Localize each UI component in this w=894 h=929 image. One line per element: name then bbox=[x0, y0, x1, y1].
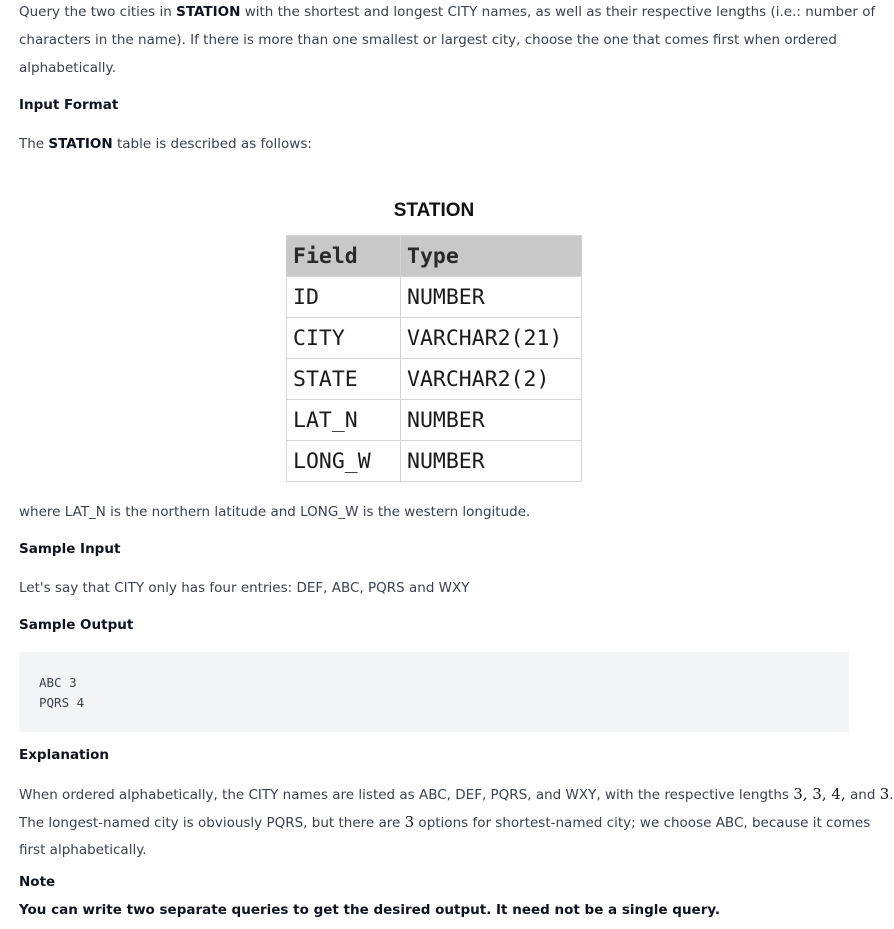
sample-output-heading: Sample Output bbox=[19, 617, 134, 633]
explanation-text: . bbox=[889, 787, 894, 803]
type-cell: VARCHAR2(21) bbox=[401, 318, 582, 359]
type-cell: VARCHAR2(2) bbox=[401, 359, 582, 400]
intro-text: with the shortest and longest CITY names, as well as their respective lengths (i.e.: number of bbox=[240, 4, 876, 20]
input-format-description bbox=[19, 130, 312, 158]
sample-input-text: Let's say that CITY only has four entries: DEF, ABC, PQRS and WXY bbox=[19, 580, 470, 596]
table-title: STATION bbox=[393, 200, 475, 221]
table-row bbox=[287, 277, 582, 318]
type-cell: NUMBER bbox=[401, 277, 582, 318]
type-cell: NUMBER bbox=[401, 400, 582, 441]
math-value: 3 bbox=[404, 813, 415, 831]
header-field: Field bbox=[287, 236, 401, 277]
field-cell: LAT_N bbox=[287, 400, 401, 441]
desc-text: table is described as follows: bbox=[112, 136, 312, 152]
header-type: Type bbox=[401, 236, 582, 277]
field-cell: LONG_W bbox=[287, 441, 401, 482]
code-line: ABC 3 bbox=[39, 675, 77, 690]
math-value: 3, 3, 4, bbox=[793, 785, 846, 803]
note-text: You can write two separate queries to get the desired output. It need not be a single query. bbox=[19, 902, 721, 918]
table-row bbox=[287, 359, 582, 400]
where-text: where LAT_N is the northern latitude and LONG_W is the western longitude. bbox=[19, 504, 531, 520]
explanation-text: and bbox=[845, 787, 880, 803]
station-keyword: STATION bbox=[176, 4, 241, 20]
field-cell: ID bbox=[287, 277, 401, 318]
explanation-line-1 bbox=[19, 780, 894, 809]
station-table bbox=[286, 235, 582, 482]
explanation-line-2 bbox=[19, 808, 870, 837]
table-row bbox=[287, 318, 582, 359]
explanation-text: When ordered alphabetically, the CITY names are listed as ABC, DEF, PQRS, and WXY, with the respective lengths bbox=[19, 787, 794, 803]
sample-output-code-block bbox=[19, 652, 849, 732]
note-heading: Note bbox=[19, 874, 56, 890]
sample-input-heading: Sample Input bbox=[19, 541, 121, 557]
explanation-line-3: first alphabetically. bbox=[19, 842, 147, 858]
table-row bbox=[287, 400, 582, 441]
table-header-row bbox=[287, 236, 582, 277]
station-keyword: STATION bbox=[48, 136, 113, 152]
explanation-heading: Explanation bbox=[19, 747, 110, 763]
field-cell: CITY bbox=[287, 318, 401, 359]
explanation-text: The longest-named city is obviously PQRS, but there are bbox=[19, 815, 405, 831]
intro-line-3: alphabetically. bbox=[19, 60, 116, 76]
table-row bbox=[287, 441, 582, 482]
field-cell: STATE bbox=[287, 359, 401, 400]
code-line: PQRS 4 bbox=[39, 695, 85, 710]
intro-line-1 bbox=[19, 0, 875, 26]
desc-text: The bbox=[19, 136, 49, 152]
explanation-text: options for shortest-named city; we choose ABC, because it comes bbox=[414, 815, 871, 831]
intro-line-2: characters in the name). If there is more than one smallest or largest city, choose the one that comes first when ordered bbox=[19, 32, 837, 48]
type-cell: NUMBER bbox=[401, 441, 582, 482]
math-value: 3 bbox=[879, 785, 890, 803]
code-text bbox=[39, 673, 84, 713]
intro-text: Query the two cities in bbox=[19, 4, 177, 20]
input-format-heading: Input Format bbox=[19, 97, 119, 113]
